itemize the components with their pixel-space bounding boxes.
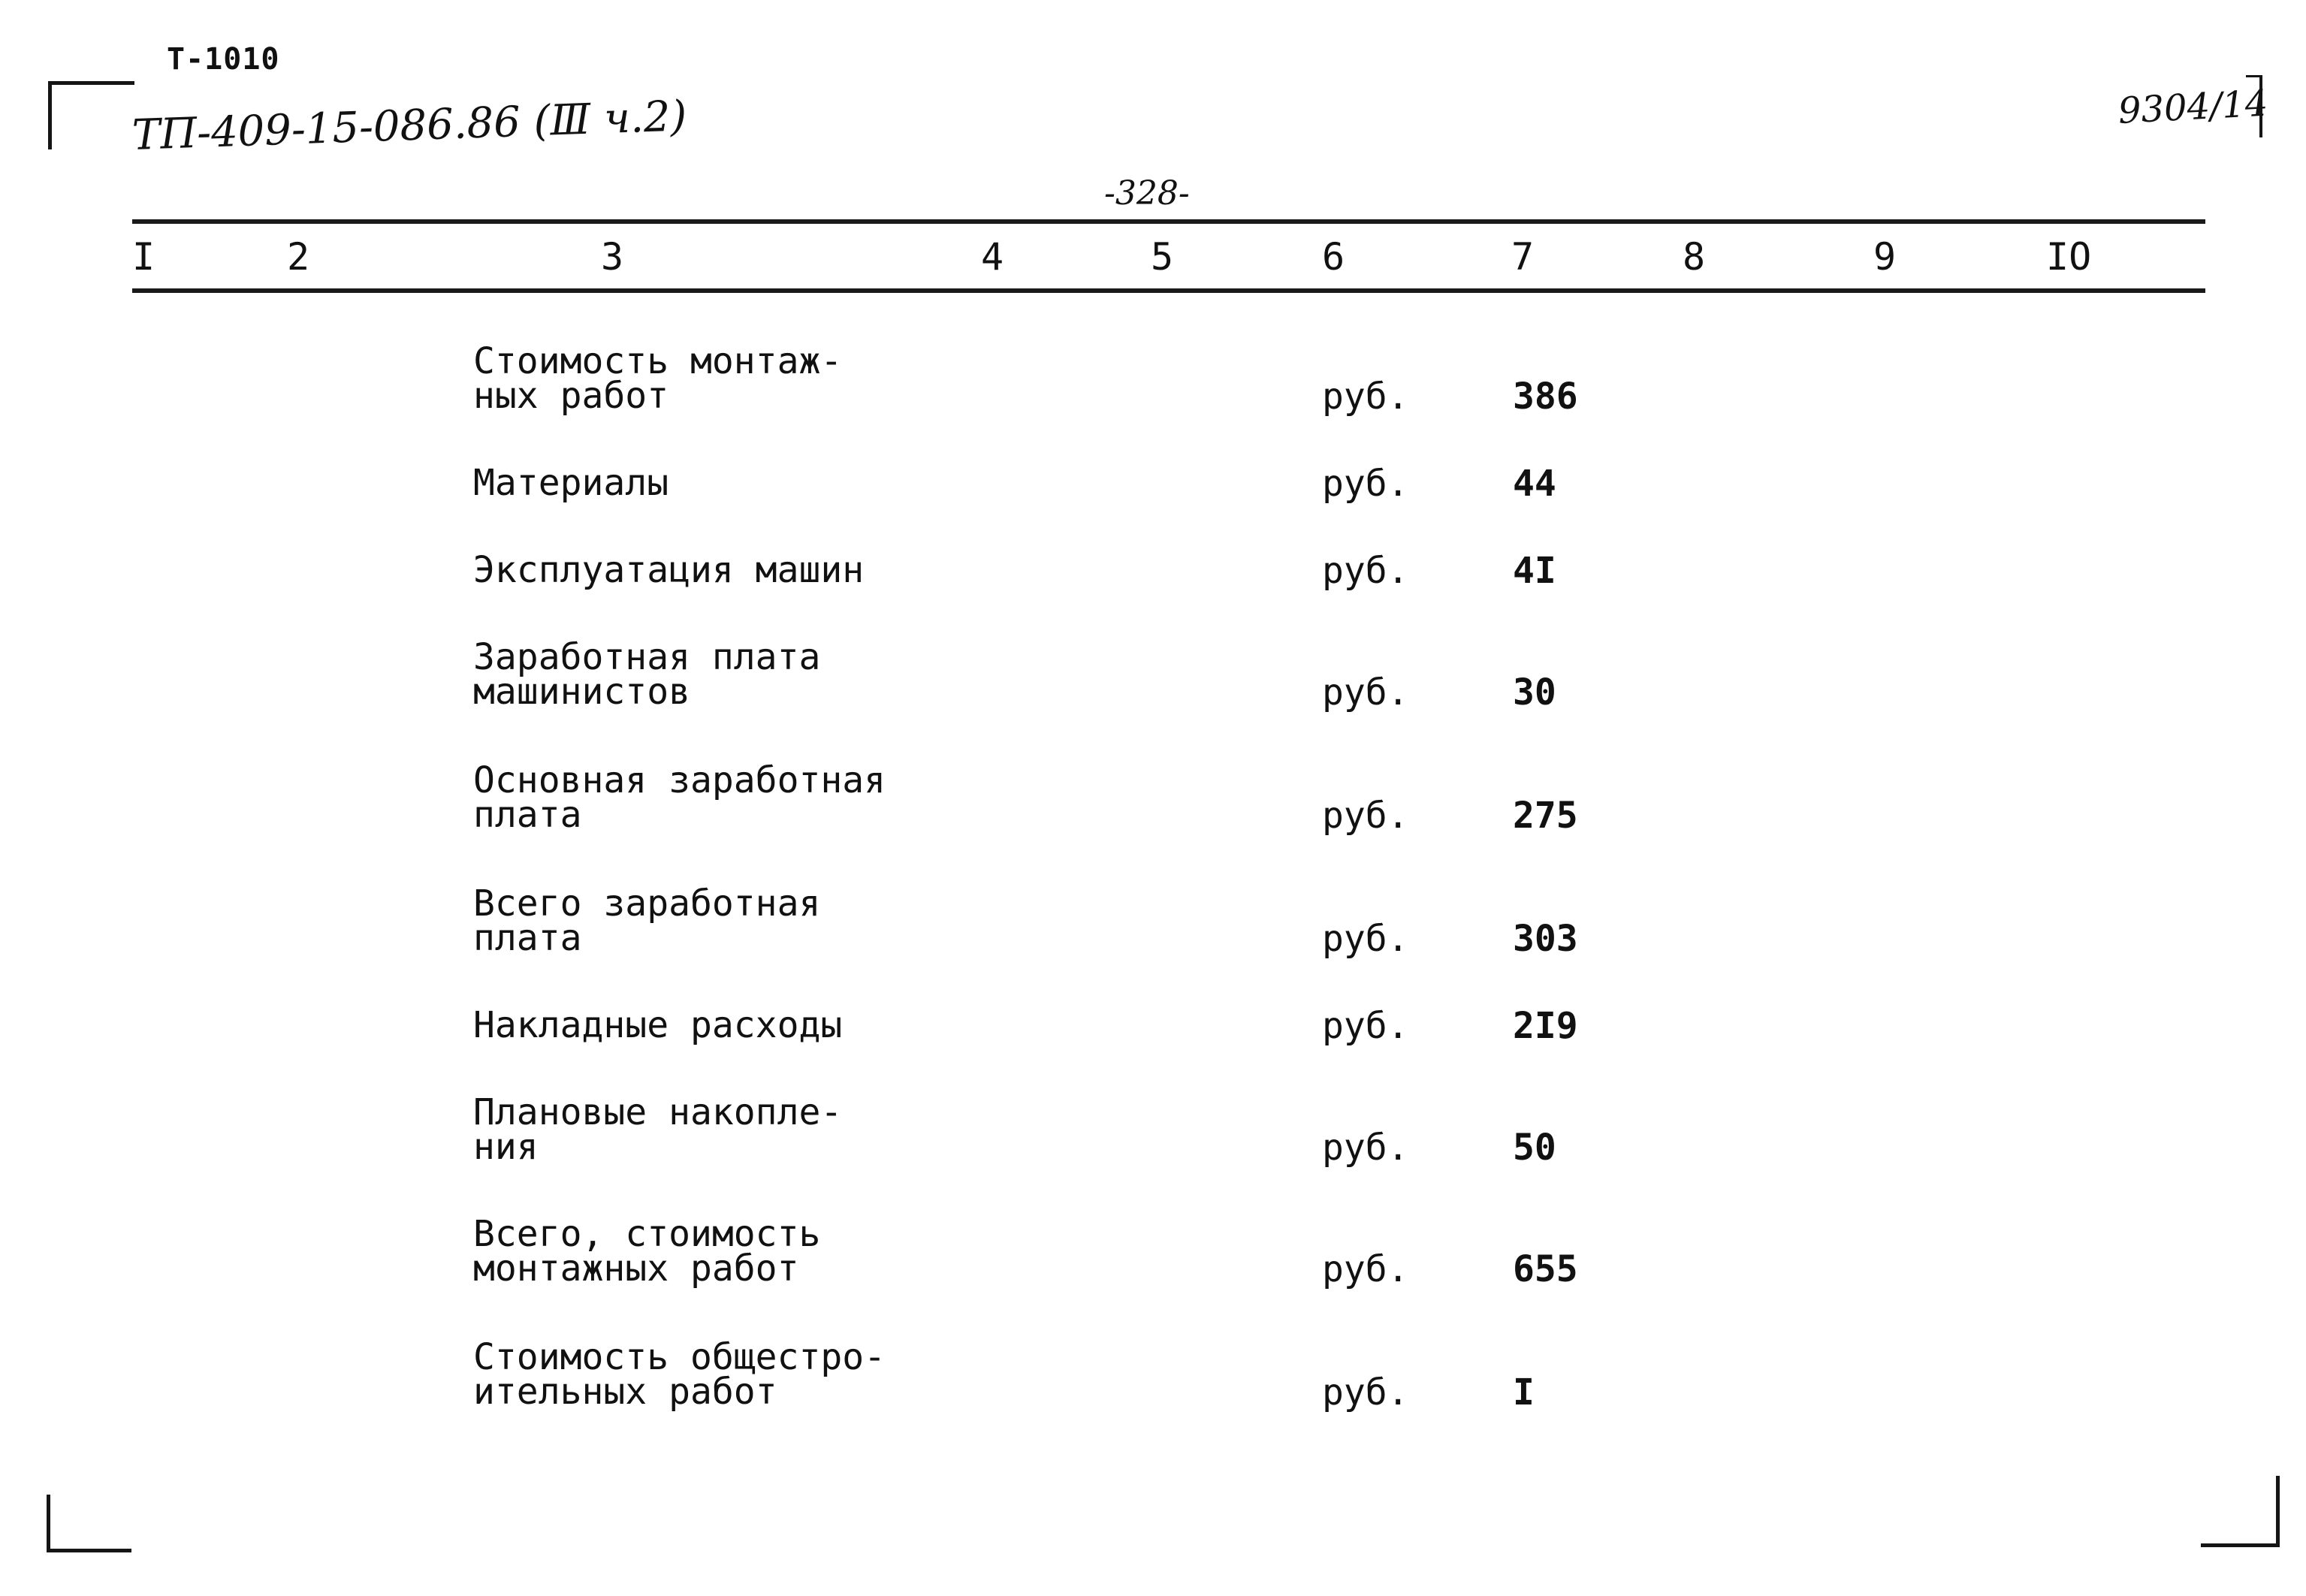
row-description-line: машинистов [473,671,690,713]
table-row [0,882,2306,976]
row-description [473,549,1074,591]
row-description-line: ния [473,1126,539,1168]
column-header-8: 8 [1683,235,1706,279]
row-description [473,882,1074,959]
table-row [0,1336,2306,1430]
row-value: 30 [1513,671,1556,714]
table-row [0,636,2306,730]
row-value: 655 [1513,1248,1578,1290]
row-value: 2I9 [1513,1005,1578,1047]
row-description-line: Накладные расходы [473,1004,843,1046]
project-code: ТП-409-15-086.86 (Ⅲ ч.2) [131,92,688,160]
row-unit: руб. [1322,376,1409,418]
table-row [0,759,2306,853]
row-description [473,462,1074,504]
row-description-line: Эксплуатация машин [473,549,865,591]
row-description [473,759,1074,836]
row-value: I [1513,1371,1535,1413]
row-description [473,1336,1074,1413]
table-row [0,549,2306,643]
row-value: 275 [1513,795,1578,837]
row-value: 44 [1513,463,1556,505]
column-header-2: 2 [287,235,310,279]
row-description-line: Стоимость общестро- [473,1336,886,1378]
row-value: 303 [1513,918,1578,960]
table-row [0,1091,2306,1185]
row-description-line: Материалы [473,462,669,504]
column-header-6: 6 [1322,235,1345,279]
row-description [473,636,1074,713]
row-unit: руб. [1322,550,1409,592]
row-description [473,1091,1074,1168]
row-value: 386 [1513,376,1578,418]
row-description-line: Основная заработная [473,759,886,801]
row-unit: руб. [1322,918,1409,960]
row-description [473,1004,1074,1046]
row-description-line: Плановые накопле- [473,1091,843,1133]
column-header-1: I [132,235,155,279]
table-row [0,1004,2306,1098]
row-unit: руб. [1322,1248,1409,1290]
row-description-line: Всего, стоимость [473,1213,821,1255]
column-header-7: 7 [1511,235,1535,279]
row-description-line: Всего заработная [473,882,821,925]
row-unit: руб. [1322,1005,1409,1047]
row-description-line: ительных работ [473,1371,777,1413]
table-row [0,1213,2306,1307]
row-description [473,340,1074,417]
column-header-5: 5 [1151,235,1174,279]
sheet-code: 9304/14 [2117,82,2269,132]
page-number: -328- [1104,174,1190,213]
row-description-line: Стоимость монтаж- [473,340,843,382]
row-unit: руб. [1322,1371,1409,1413]
column-header-10: IO [2046,235,2092,279]
row-description-line: монтажных работ [473,1248,799,1290]
row-unit: руб. [1322,1127,1409,1169]
row-value: 50 [1513,1127,1556,1169]
row-value: 4I [1513,550,1556,592]
table-row [0,462,2306,556]
series-code: Т-1010 [167,42,280,77]
column-header-3: 3 [601,235,624,279]
row-description-line: плата [473,794,582,836]
column-header-4: 4 [981,235,1004,279]
row-description [473,1213,1074,1290]
row-description-line: Заработная плата [473,636,821,678]
row-description-line: ных работ [473,375,669,417]
column-header-9: 9 [1873,235,1897,279]
table-row [0,340,2306,434]
row-unit: руб. [1322,671,1409,714]
row-description-line: плата [473,917,582,959]
row-unit: руб. [1322,463,1409,505]
row-unit: руб. [1322,795,1409,837]
